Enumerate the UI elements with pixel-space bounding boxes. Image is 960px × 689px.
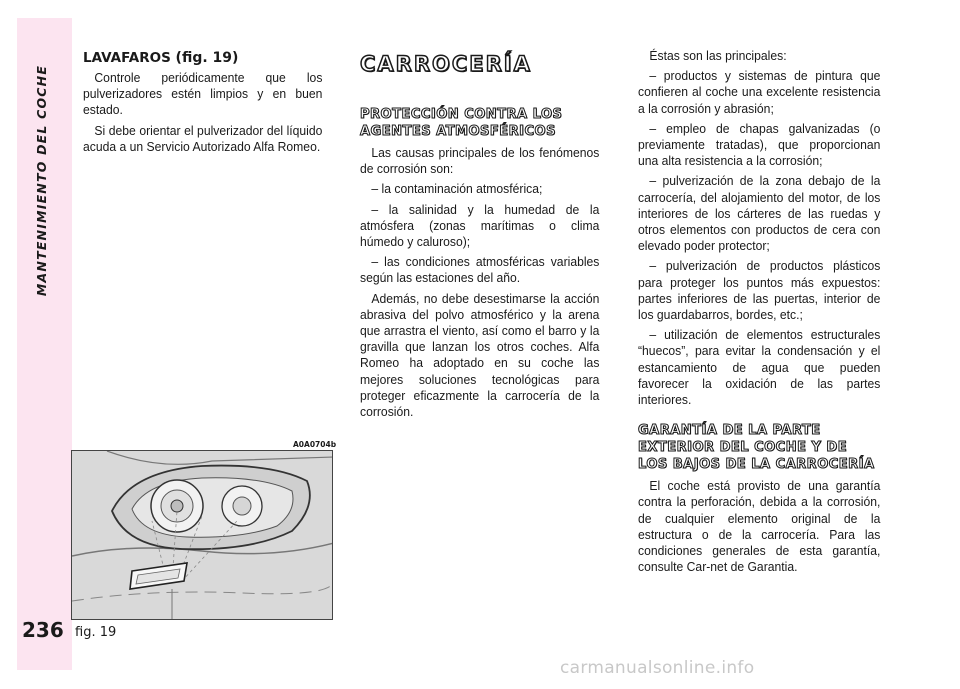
body-paragraph: – pulverización de productos plásticos para proteger los puntos más expuestos: partes inferiores de las puertas, interior de los guardabarros, bordes, etc.; [638, 258, 881, 323]
section-heading-line: PROTECCIÓN CONTRA LOS [360, 107, 563, 122]
page-number: 236 [22, 618, 64, 642]
column-middle [360, 50, 600, 424]
lavafaros-paragraph: Controle periódicamente que los pulverizadores estén limpios y en buen estado. [83, 70, 323, 118]
watermark: carmanualsonline.info [560, 658, 755, 678]
body-paragraph: – utilización de elementos estructurales “huecos”, para evitar la condensación y el estancamiento de agua que pueden favorecer la oxidación de las partes interiores. [638, 327, 881, 408]
body-paragraph: – pulverización de la zona debajo de la carrocería, del alojamiento del motor, de los interiores de los cárteres de las ruedas y otros elementos con productos de cera con elevado poder protector; [638, 173, 881, 254]
section-title-text: MANTENIMIENTO DEL COCHE [34, 64, 50, 296]
section-heading-line: EXTERIOR DEL COCHE Y DE [638, 440, 848, 456]
lavafaros-heading [83, 50, 323, 67]
figure-code: A0A0704b [293, 440, 337, 449]
section-title-vertical [19, 40, 65, 320]
body-paragraph: – la contaminación atmosférica; [371, 181, 543, 197]
body-paragraph: – empleo de chapas galvanizadas (o previamente tratadas), que proporcionan una alta resistencia a la corrosión; [638, 120, 881, 169]
section-heading-garantia [638, 422, 881, 473]
section-heading-line: GARANTÍA DE LA PARTE [638, 423, 821, 439]
column-left [83, 50, 323, 159]
body-paragraph: El coche está provisto de una garantía contra la perforación, debida a la corrosión, de cualquier elemento original de la estructura o de la carrocería. Para las condiciones generales de esta garantía, consulte Car-net de Garantia. [638, 478, 881, 575]
headlamp-illustration [72, 451, 333, 620]
section-heading-proteccion [360, 106, 600, 140]
body-paragraph: Las causas principales de los fenómenos de corrosión son: [360, 145, 600, 177]
figure-caption: fig. 19 [75, 625, 117, 640]
lavafaros-fig-ref: (fig. 19) [175, 50, 239, 66]
chapter-title: CARROCERÍA [360, 52, 532, 76]
body-paragraph: – la salinidad y la humedad de la atmósfera (zonas marítimas o clima húmedo y caluroso); [360, 201, 600, 250]
lavafaros-paragraph: Si debe orientar el pulverizador del líquido acuda a un Servicio Autorizado Alfa Romeo. [83, 122, 323, 154]
column-right [638, 48, 881, 579]
section-heading-line: AGENTES ATMOSFÉRICOS [360, 124, 556, 139]
headlamp-washer-figure [71, 450, 333, 620]
body-paragraph: – las condiciones atmosféricas variables según las estaciones del año. [360, 254, 600, 286]
body-paragraph: Además, no debe desestimarse la acción abrasiva del polvo atmosférico y la arena que arrastra el viento, así como el barro y la gravilla que lanzan los otros coches. Alfa Romeo ha adoptado en su coche las mejores soluciones tecnológicas para proteger eficazmente la carrocería de la corrosión. [360, 290, 600, 420]
section-heading-line: LOS BAJOS DE LA CARROCERÍA [638, 457, 875, 473]
lavafaros-heading-text: LAVAFAROS [83, 50, 171, 66]
body-paragraph: Éstas son las principales: [649, 48, 787, 63]
body-paragraph: – productos y sistemas de pintura que confieren al coche una excelente resistencia a la corrosión y abrasión; [638, 68, 881, 116]
